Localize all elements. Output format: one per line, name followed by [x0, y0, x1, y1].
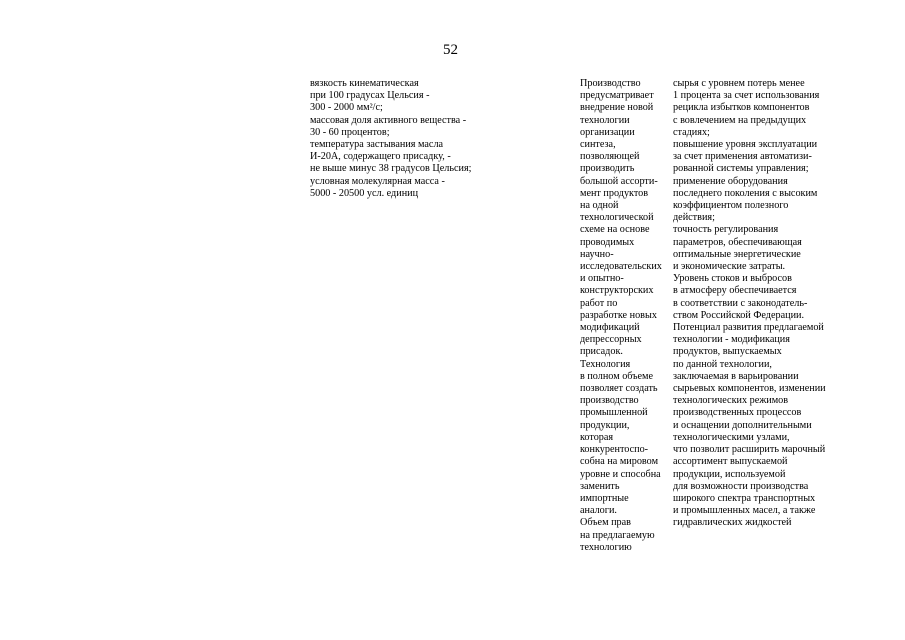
left-column-line: 5000 - 20500 усл. единиц: [310, 187, 419, 199]
right-column-line: и оснащении дополнительными: [673, 419, 812, 431]
right-column-line: 1 процента за счет использования: [673, 90, 820, 102]
right-column-line: параметров, обеспечивающая: [673, 236, 802, 248]
right-column-line: стадиях;: [673, 126, 710, 138]
middle-column-line: Технология: [580, 358, 631, 370]
middle-column-line: Производство: [580, 78, 641, 89]
middle-column-line: заменить: [580, 480, 620, 492]
right-column-line: и промышленных масел, а также: [673, 505, 816, 517]
middle-column-line: присадок.: [580, 346, 623, 358]
middle-column-line: внедрение новой: [580, 102, 654, 114]
right-text-column: [673, 78, 826, 530]
middle-column-line: импортные: [580, 492, 629, 504]
right-column-line: Уровень стоков и выбросов: [673, 273, 792, 285]
middle-column-line: депрессорных: [580, 334, 642, 346]
middle-column-line: мент продуктов: [580, 187, 649, 199]
right-column-line: рецикла избытков компонентов: [673, 102, 810, 114]
middle-column-line: большой ассорти-: [580, 175, 658, 187]
right-column-line: и экономические затраты.: [673, 261, 786, 273]
middle-column-line: уровне и способна: [580, 468, 661, 480]
middle-column-line: Объем прав: [580, 517, 631, 529]
middle-column-line: технологической: [580, 212, 654, 224]
right-column-line: Потенциал развития предлагаемой: [673, 322, 824, 334]
right-column-line: заключаемая в варьировании: [673, 370, 799, 382]
right-column-line: оптимальные энергетические: [673, 248, 801, 260]
right-column-line: технологическими узлами,: [673, 431, 790, 443]
middle-column-line: научно-: [580, 248, 614, 260]
right-column-line: применение оборудования: [673, 175, 788, 187]
middle-column-line: конкурентоспо-: [580, 444, 649, 456]
right-column-line: по данной технологии,: [673, 358, 772, 370]
right-column-line: точность регулирования: [673, 224, 779, 236]
right-column-line: продуктов, выпускаемых: [673, 346, 782, 358]
right-column-line: действия;: [673, 212, 715, 224]
left-column-line: не выше минус 38 градусов Цельсия;: [310, 163, 472, 175]
middle-column-line: схеме на основе: [580, 224, 650, 236]
left-column-line: условная молекулярная масса -: [310, 175, 445, 187]
middle-column-line: конструкторских: [580, 285, 654, 297]
middle-column-line: позволяющей: [580, 151, 640, 163]
right-column-line: с вовлечением на предыдущих: [673, 114, 807, 126]
middle-column-line: позволяет создать: [580, 383, 658, 395]
middle-column-line: собна на мировом: [580, 456, 659, 468]
middle-column-line: на одной: [580, 200, 619, 212]
middle-column-line: работ по: [580, 297, 618, 309]
middle-column-line: проводимых: [580, 236, 635, 248]
middle-column-line: исследовательских: [580, 261, 662, 273]
middle-column-line: предусматривает: [580, 90, 654, 102]
left-column-line: при 100 градусах Цельсия -: [310, 90, 430, 102]
page-number: 52: [443, 42, 458, 58]
middle-column-line: разработке новых: [580, 309, 657, 321]
middle-text-column: [580, 78, 662, 554]
middle-column-line: которая: [580, 431, 614, 443]
right-column-line: для возможности производства: [673, 480, 809, 492]
right-column-line: последнего поколения с высоким: [673, 187, 818, 199]
left-text-column: [310, 78, 471, 200]
middle-column-line: синтеза,: [580, 139, 616, 151]
right-column-line: рованной системы управления;: [673, 163, 809, 175]
right-column-line: широкого спектра транспортных: [673, 492, 816, 504]
middle-column-line: производить: [580, 163, 635, 175]
right-column-line: что позволит расширить марочный: [673, 444, 826, 456]
right-column-line: сырья с уровнем потерь менее: [673, 78, 805, 89]
middle-column-line: промышленной: [580, 407, 648, 419]
left-column-line: 300 - 2000 мм²/с;: [310, 102, 383, 114]
left-column-line: вязкость кинематическая: [310, 78, 419, 89]
left-column-line: массовая доля активного вещества -: [310, 114, 467, 126]
middle-column-line: в полном объеме: [580, 370, 653, 382]
middle-column-line: организации: [580, 126, 635, 138]
middle-column-line: технологию: [580, 541, 632, 553]
right-column-line: коэффициентом полезного: [673, 200, 789, 212]
middle-column-line: производство: [580, 395, 639, 407]
right-column-line: в атмосферу обеспечивается: [673, 285, 797, 297]
right-column-line: повышение уровня эксплуатации: [673, 139, 818, 151]
right-column-line: ассортимент выпускаемой: [673, 456, 788, 468]
middle-column-line: технологии: [580, 114, 630, 126]
right-column-line: ством Российской Федерации.: [673, 309, 805, 321]
right-column-line: сырьевых компонентов, изменении: [673, 383, 826, 395]
right-column-line: гидравлических жидкостей: [673, 517, 792, 529]
middle-column-line: аналоги.: [580, 505, 617, 517]
right-column-line: технологических режимов: [673, 395, 789, 407]
middle-column-line: на предлагаемую: [580, 529, 655, 541]
middle-column-line: и опытно-: [580, 273, 624, 285]
left-column-line: И-20А, содержащего присадку, -: [310, 151, 451, 163]
right-column-line: технологии - модификация: [673, 334, 790, 346]
left-column-line: 30 - 60 процентов;: [310, 126, 390, 138]
left-column-line: температура застывания масла: [310, 139, 444, 151]
right-column-line: производственных процессов: [673, 407, 802, 419]
right-column-line: продукции, используемой: [673, 468, 786, 480]
right-column-line: в соответствии с законодатель-: [673, 297, 808, 309]
middle-column-line: модификаций: [580, 322, 640, 334]
right-column-line: за счет применения автоматизи-: [673, 151, 812, 163]
middle-column-line: продукции,: [580, 419, 630, 431]
